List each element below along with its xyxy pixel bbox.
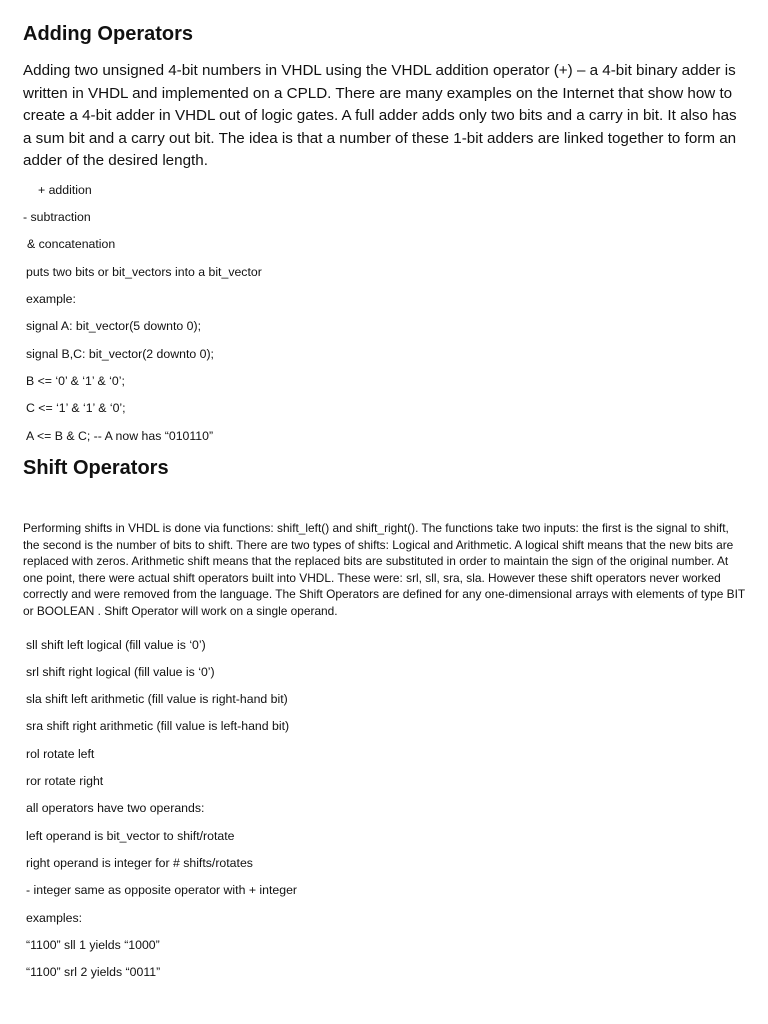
concatenation-description: puts two bits or bit_vectors into a bit_vector <box>26 265 262 279</box>
code-line-assign-c: C <= ‘1’ & ‘1’ & ‘0’; <box>26 401 126 415</box>
example-srl: “1100” srl 2 yields “0011” <box>26 965 161 979</box>
code-line-assign-a: A <= B & C; -- A now has “010110” <box>26 429 214 443</box>
shift-line-rol: rol rotate left <box>26 747 95 761</box>
shift-operators-paragraph: Performing shifts in VHDL is done via functions: shift_left() and shift_right(). The functions take two inputs: the first is the signal to shift, the second is the number of bits to shift. There are two types of shifts: Logical and Arithmetic. A logical shift means that the new bits are replaced with zeros. Arithmetic shift means that the replaced bits are substituted in order to maintain the sign of the original number. At one point, there were actual shift operators built into VHDL. These were: srl, sll, sra, sla. However these shift operators never worked correctly and were removed from the language. The Shift Operators are defined for any one-dimensional arrays with elements of type BIT or BOOLEAN . Shift Operator will work on a single operand. <box>23 521 745 618</box>
example-label: example: <box>26 292 76 306</box>
shift-line-sla: sla shift left arithmetic (fill value is right-hand bit) <box>26 692 288 706</box>
operator-line-concatenation: & concatenation <box>27 237 116 251</box>
operator-line-subtraction: - subtraction <box>23 210 91 224</box>
left-operand-note: left operand is bit_vector to shift/rotate <box>26 829 235 843</box>
example-sll: “1100” sll 1 yields “1000” <box>26 938 160 952</box>
operator-line-addition: + addition <box>38 183 92 197</box>
operands-note: all operators have two operands: <box>26 801 205 815</box>
shift-line-ror: ror rotate right <box>26 774 104 788</box>
adding-operators-heading: Adding Operators <box>23 23 194 45</box>
code-line-signal-bc: signal B,C: bit_vector(2 downto 0); <box>26 347 214 361</box>
adding-operators-paragraph: Adding two unsigned 4-bit numbers in VHDL using the VHDL addition operator (+) – a 4-bit binary adder is written in VHDL and implemented on a CPLD. There are many examples on the Internet that show how to create a 4-bit adder in VHDL out of logic gates. A full adder adds only two bits and a carry in bit. It also has a sum bit and a carry out bit. The idea is that a number of these 1-bit adders are linked together to form an adder of the desired length. <box>23 62 737 169</box>
code-line-signal-a: signal A: bit_vector(5 downto 0); <box>26 319 201 333</box>
shift-line-sra: sra shift right arithmetic (fill value is left-hand bit) <box>26 719 290 733</box>
right-operand-note: right operand is integer for # shifts/rotates <box>26 856 253 870</box>
code-line-assign-b: B <= ‘0’ & ‘1’ & ‘0’; <box>26 374 125 388</box>
examples-label: examples: <box>26 911 83 925</box>
integer-note: - integer same as opposite operator with + integer <box>26 883 298 897</box>
shift-operators-heading: Shift Operators <box>23 457 169 479</box>
shift-line-srl: srl shift right logical (fill value is ‘0’) <box>26 665 215 679</box>
shift-line-sll: sll shift left logical (fill value is ‘0’) <box>26 638 206 652</box>
